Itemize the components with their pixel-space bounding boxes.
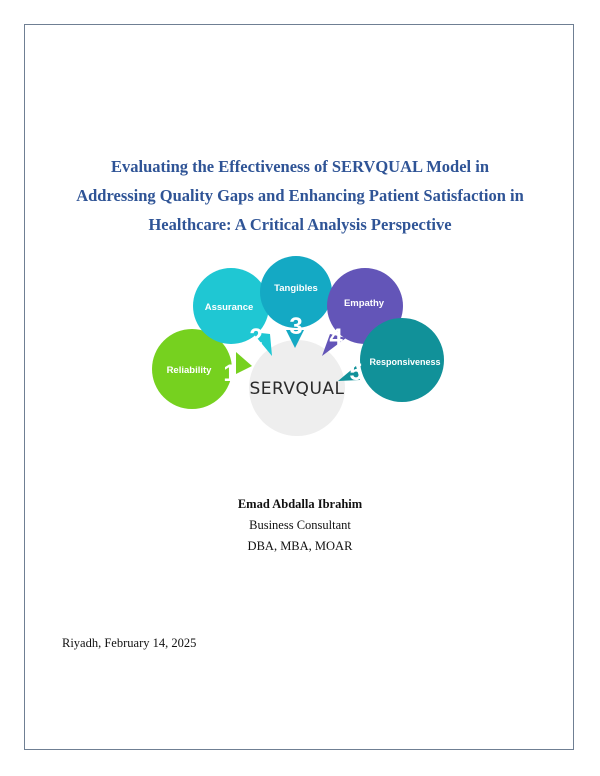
bubble-number-assurance: 2 bbox=[249, 324, 263, 351]
bubble-label-responsiveness: Responsiveness bbox=[369, 357, 441, 367]
author-role: Business Consultant bbox=[249, 518, 351, 532]
bubble-label-assurance: Assurance bbox=[204, 302, 254, 313]
bubble-tail-reliability bbox=[236, 352, 252, 374]
bubble-label-tangibles: Tangibles bbox=[274, 283, 318, 294]
title-line-3: Healthcare: A Critical Analysis Perspective bbox=[148, 215, 452, 234]
bubble-number-reliability: 1 bbox=[223, 360, 237, 387]
title-line-1: Evaluating the Effectiveness of SERVQUAL Model in bbox=[110, 157, 489, 176]
title-line-2: Addressing Quality Gaps and Enhancing Patient Satisfaction in bbox=[76, 186, 524, 205]
place-date: Riyadh, February 14, 2025 bbox=[62, 636, 197, 650]
author-credentials: DBA, MBA, MOAR bbox=[247, 539, 353, 553]
bubble-number-tangibles: 3 bbox=[289, 313, 303, 340]
dimension-bubble-tangibles bbox=[260, 256, 332, 348]
author-name: Emad Abdalla Ibrahim bbox=[237, 497, 363, 511]
bubble-label-reliability: Reliability bbox=[166, 365, 212, 376]
bubble-number-responsiveness: 5 bbox=[349, 359, 363, 386]
servqual-center-label: SERVQUAL bbox=[249, 379, 345, 399]
bubble-label-empathy: Empathy bbox=[343, 298, 385, 309]
author-block bbox=[100, 494, 500, 557]
bubble-number-empathy: 4 bbox=[329, 324, 343, 351]
